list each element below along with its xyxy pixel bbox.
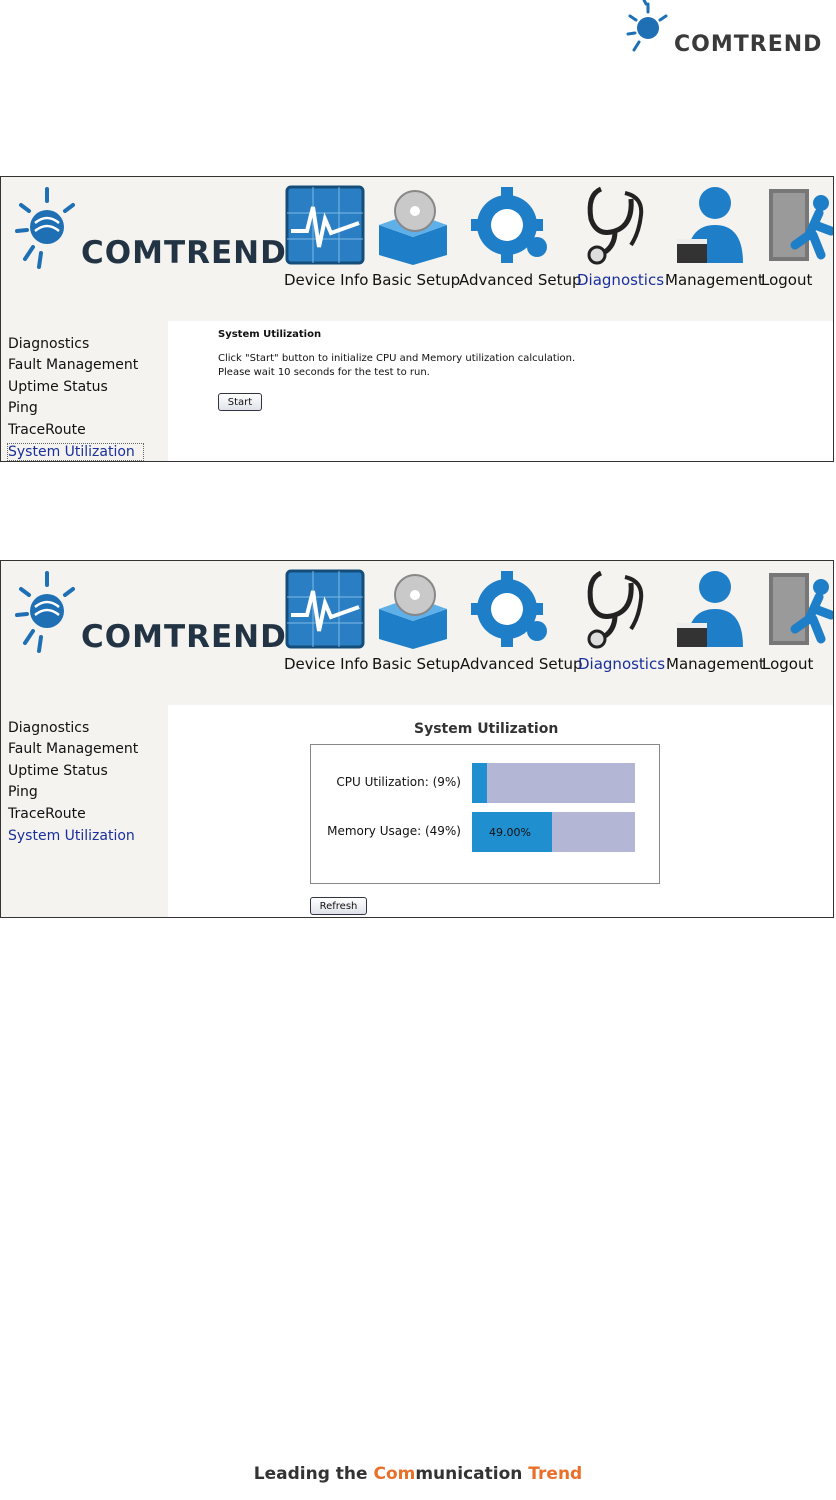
memory-usage-value: 49.00% (489, 826, 531, 839)
corner-logo (624, 0, 830, 60)
sidebar-item-ping[interactable]: Ping (8, 784, 38, 800)
brand-name: COMTREND (81, 619, 287, 655)
header (1, 561, 833, 705)
sidebar (1, 705, 168, 917)
footer-highlight-1: Com (373, 1464, 416, 1484)
nav-management[interactable]: Management (665, 271, 764, 289)
logout-icon[interactable] (765, 569, 834, 649)
sidebar-item-ping[interactable]: Ping (8, 400, 38, 416)
panel-after-test (0, 560, 834, 918)
comtrend-sun-icon (13, 183, 79, 273)
footer-text-1: Leading the (253, 1464, 374, 1484)
utilization-title: System Utilization (414, 721, 559, 737)
advanced-setup-icon[interactable] (471, 185, 551, 265)
diagnostics-icon[interactable] (581, 569, 661, 649)
basic-setup-icon[interactable] (373, 569, 453, 649)
sidebar-item-uptime-status[interactable]: Uptime Status (8, 379, 108, 395)
brand-logo (13, 567, 287, 657)
sidebar-item-fault-management[interactable]: Fault Management (8, 741, 139, 757)
basic-setup-icon[interactable] (373, 185, 453, 265)
advanced-setup-icon[interactable] (471, 569, 551, 649)
nav-logout[interactable]: Logout (762, 655, 814, 673)
sidebar-item-system-utilization[interactable]: System Utilization (8, 444, 143, 460)
sidebar-item-fault-management[interactable]: Fault Management (8, 357, 139, 373)
management-icon[interactable] (673, 569, 753, 649)
sidebar (1, 321, 168, 461)
corner-logo-text: COMTREND (674, 32, 823, 57)
comtrend-sun-icon (13, 567, 79, 657)
footer-text-2: munication (415, 1464, 529, 1484)
nav-logout[interactable]: Logout (761, 271, 813, 289)
logout-icon[interactable] (765, 185, 834, 265)
page-title: System Utilization (218, 329, 322, 340)
sidebar-item-traceroute[interactable]: TraceRoute (8, 806, 86, 822)
cpu-utilization-bar (472, 763, 635, 803)
nav-diagnostics[interactable]: Diagnostics (578, 655, 666, 673)
sidebar-item-system-utilization[interactable]: System Utilization (8, 828, 135, 844)
sidebar-item-traceroute[interactable]: TraceRoute (8, 422, 86, 438)
footer-highlight-2: Trend (528, 1464, 583, 1484)
footer-tagline (0, 1464, 836, 1484)
panel-before-test (0, 176, 834, 462)
start-button[interactable]: Start (218, 393, 262, 411)
sidebar-item-diagnostics[interactable]: Diagnostics (8, 336, 90, 352)
cpu-utilization-fill (472, 763, 487, 803)
brand-name: COMTREND (81, 235, 287, 271)
comtrend-sun-icon (624, 0, 672, 58)
nav-device-info[interactable]: Device Info (284, 655, 369, 673)
instruction-line-2: Please wait 10 seconds for the test to run. (218, 367, 430, 378)
content (168, 705, 833, 917)
sidebar-item-diagnostics[interactable]: Diagnostics (8, 720, 90, 736)
device-info-icon[interactable] (285, 569, 365, 649)
utilization-box (310, 744, 660, 884)
header (1, 177, 833, 321)
management-icon[interactable] (673, 185, 753, 265)
nav-basic-setup[interactable]: Basic Setup (372, 271, 461, 289)
cpu-utilization-label: CPU Utilization: (9%) (336, 775, 461, 789)
nav-diagnostics[interactable]: Diagnostics (577, 271, 665, 289)
nav-management[interactable]: Management (666, 655, 765, 673)
nav-device-info[interactable]: Device Info (284, 271, 369, 289)
nav-basic-setup[interactable]: Basic Setup (372, 655, 461, 673)
content (168, 321, 833, 461)
nav-advanced-setup[interactable]: Advanced Setup (459, 271, 582, 289)
instruction-line-1: Click "Start" button to initialize CPU and Memory utilization calculation. (218, 353, 576, 364)
nav-advanced-setup[interactable]: Advanced Setup (460, 655, 583, 673)
refresh-button[interactable]: Refresh (310, 897, 367, 915)
device-info-icon[interactable] (285, 185, 365, 265)
memory-usage-bar (472, 812, 635, 852)
memory-usage-label: Memory Usage: (49%) (327, 824, 461, 838)
diagnostics-icon[interactable] (581, 185, 661, 265)
sidebar-item-uptime-status[interactable]: Uptime Status (8, 763, 108, 779)
brand-logo (13, 183, 287, 273)
